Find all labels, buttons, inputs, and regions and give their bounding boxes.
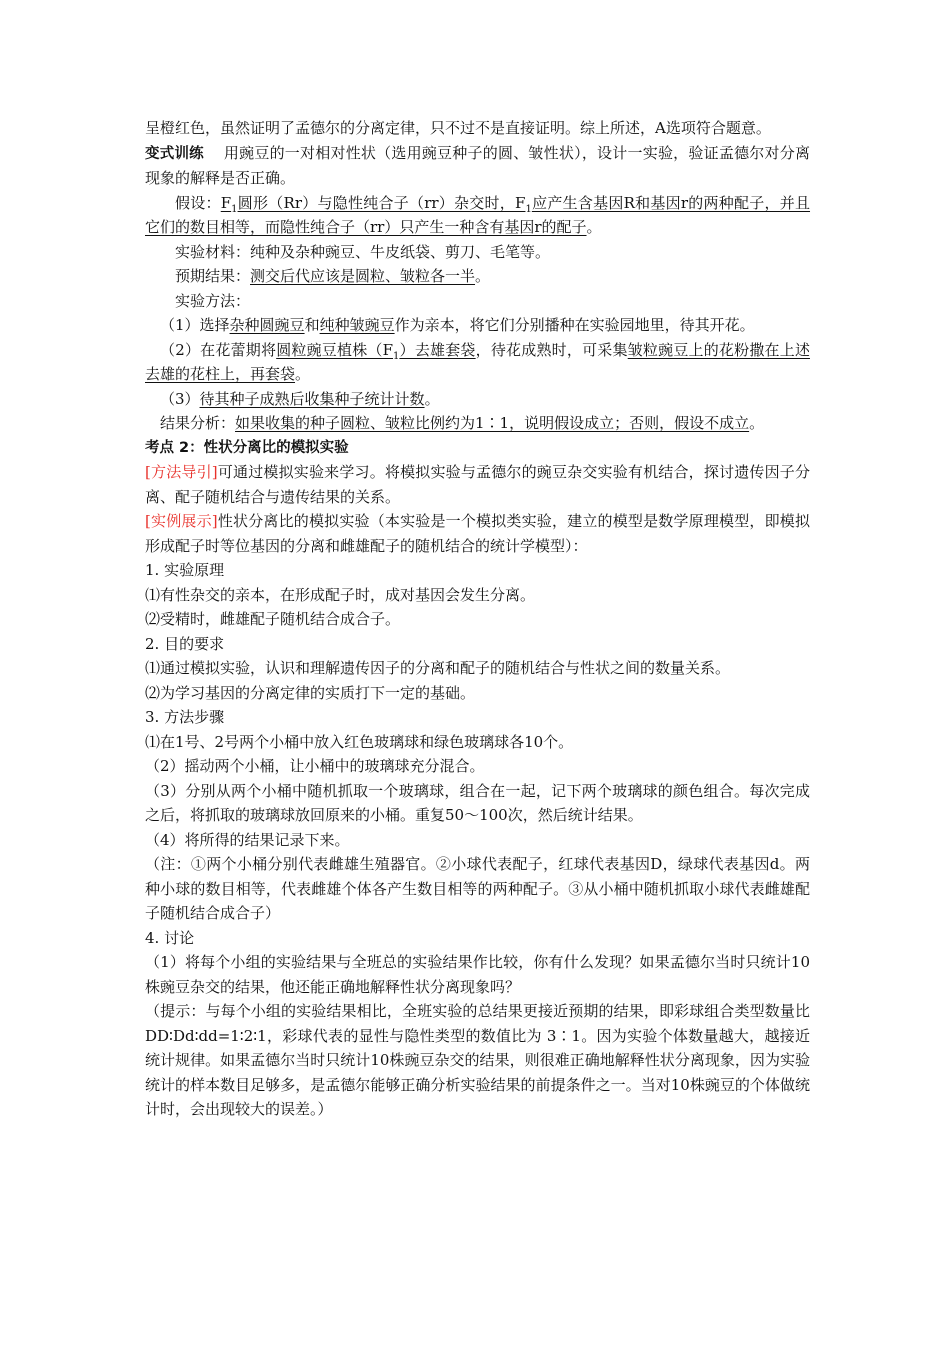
method-step-2: （2）在花蕾期将圆粒豌豆植株$(F_1)$去雄套袋，待花成熟时，可采集皱粒豌豆上的花粉撒在上述去雄的花柱上，再套袋。 — [145, 340, 810, 383]
principle-item-1: ⑴有性杂交的亲本，在形成配子时，成对基因会发生分离。 — [145, 585, 536, 604]
method-step-1: （1）选择杂种圆豌豆和纯种皱豌豆作为亲本，将它们分别播种在实验园地里，待其开花。 — [160, 316, 755, 334]
step-item-2: （2）摇动两个小桶，让小桶中的玻璃球充分混合。 — [145, 757, 485, 775]
expected-result-answer: 测交后代应该是圆粒、皱粒各一半 — [250, 267, 476, 285]
principle-item-2: ⑵受精时，雌雄配子随机结合成合子。 — [145, 610, 401, 628]
method-heading: 实验方法： — [175, 291, 251, 310]
method-step-3: （3）待其种子成熟后收集种子统计计数。 — [160, 389, 440, 408]
method-guide-paragraph: [方法导引]可通过模拟实验来学习。将模拟实验与孟德尔的豌豆杂交实验有机结合，探讨遗传因子分离、配子随机结合与遗传结果的关系。 — [145, 463, 810, 506]
result-analysis-paragraph: 结果分析：如果收集的种子圆粒、皱粒比例约为1∶1，说明假设成立；否则，假设不成立。 — [160, 414, 765, 432]
goal-item-2: ⑵为学习基因的分离定律的实质打下一定的基础。 — [145, 683, 476, 702]
expected-result-line: 预期结果：测交后代应该是圆粒、皱粒各一半。 — [175, 267, 491, 285]
subheading-steps: 3. 方法步骤 — [145, 708, 225, 726]
step-item-3: （3）分别从两个小桶中随机抓取一个玻璃球，组合在一起，记下两个玻璃球的颜色组合。每次完成之后，将抓取的玻璃球放回原来的小桶。重复50～100次，然后统计结果。 — [145, 781, 810, 824]
variant-training-label: 变式训练 — [145, 145, 204, 162]
subheading-discussion: 4. 讨论 — [145, 928, 195, 947]
result-analysis-answer: 如果收集的种子圆粒、皱粒比例约为1∶1，说明假设成立；否则，假设不成立 — [235, 414, 750, 432]
subheading-goals: 2. 目的要求 — [145, 634, 225, 653]
document-page — [145, 116, 810, 1122]
step-item-4: （4）将所得的结果记录下来。 — [145, 830, 350, 849]
discussion-hint: （提示：与每个小组的实验结果相比，全班实验的总结果更接近预期的结果，即彩球组合类型数量比 DD∶Dd∶dd=1∶2∶1，彩球代表的显性与隐性类型的数值比为 3∶1。因为实验个体数量越大，越接近统计规律。如果孟德尔当时只统计10株豌豆杂交的结果，则很难正确地解释性状分离现象，因为实验统计的样本数目足够多，是孟德尔能够正确分析实验结果的前提条件之一。当对10株豌豆的个体做统计时，会出现较大的误差。） — [145, 1002, 810, 1118]
variant-training-text: 用豌豆的一对相对性状（选用豌豆种子的圆、皱性状），设计一实验，验证孟德尔对分离现象的解释是否正确。 — [145, 143, 810, 187]
discussion-item-1: （1）将每个小组的实验结果与全班总的实验结果作比较，你有什么发现？如果孟德尔当时只统计10株豌豆杂交的结果，他还能正确地解释性状分离现象吗？ — [145, 953, 810, 996]
method-guide-tag: [方法导引] — [145, 463, 218, 481]
variant-training-paragraph — [145, 141, 810, 191]
hypothesis-answer: $F_1$圆形（Rr）与隐性纯合子（rr）杂交时，$F_1$应产生含基因R和基因r的两种配子，并且它们的数目相等，而隐性纯合子（rr）只产生一种含有基因r的配子 — [145, 193, 811, 236]
subheading-principle: 1. 实验原理 — [145, 561, 225, 579]
goal-item-1: ⑴通过模拟实验，认识和理解遗传因子的分离和配子的随机结合与性状之间的数量关系。 — [145, 659, 731, 677]
hypothesis-paragraph: 假设：$F_1$圆形（Rr）与隐性纯合子（rr）杂交时，$F_1$应产生含基因R和基因r的两种配子，并且它们的数目相等，而隐性纯合子（rr）只产生一种含有基因r的配子。 — [145, 193, 811, 236]
example-paragraph: [实例展示]性状分离比的模拟实验（本实验是一个模拟类实验，建立的模型是数学原理模型，即模拟形成配子时等位基因的分离和雌雄配子的随机结合的统计学模型）： — [145, 512, 810, 555]
step-note: （注：①两个小桶分别代表雌雄生殖器官。②小球代表配子，红球代表基因D，绿球代表基因d。两种小球的数目相等，代表雌雄个体各产生数目相等的两种配子。③从小桶中随机抓取小球代表雌雄配子随机结合成合子） — [145, 855, 810, 922]
step-item-1: ⑴在1号、2号两个小桶中放入红色玻璃球和绿色玻璃球各10个。 — [145, 732, 574, 751]
example-tag: [实例展示] — [145, 512, 218, 530]
section-heading-kaodian2: 考点 2：性状分离比的模拟实验 — [145, 439, 349, 456]
intro-paragraph: 呈橙红色，虽然证明了孟德尔的分离定律，只不过不是直接证明。综上所述，A选项符合题意。 — [145, 119, 771, 137]
materials-line: 实验材料：纯种及杂种豌豆、牛皮纸袋、剪刀、毛笔等。 — [175, 242, 551, 261]
